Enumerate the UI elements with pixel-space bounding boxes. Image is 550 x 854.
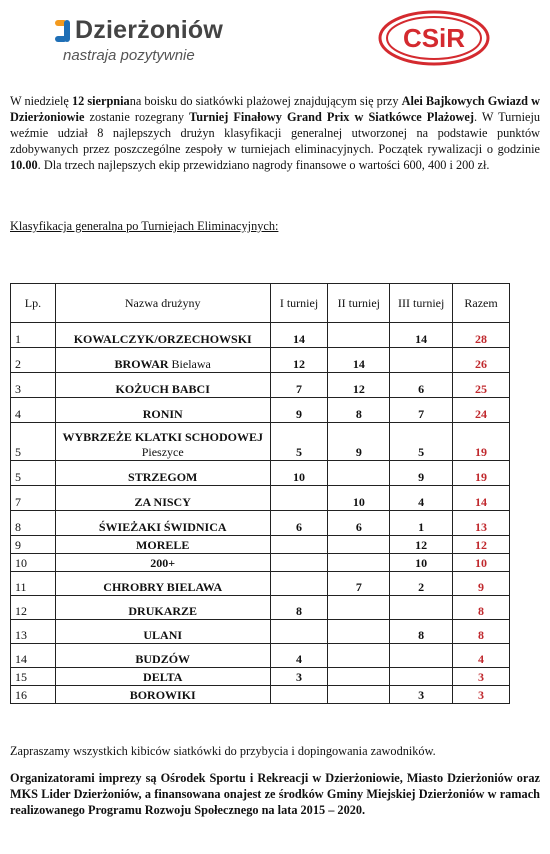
cell-total: 28 bbox=[453, 323, 510, 348]
table-row bbox=[11, 323, 510, 348]
cell-t1: 10 bbox=[270, 461, 328, 486]
cell-lp: 13 bbox=[11, 620, 56, 644]
table-row bbox=[11, 536, 510, 554]
table-row bbox=[11, 554, 510, 572]
cell-t2 bbox=[328, 323, 390, 348]
cell-total: 8 bbox=[453, 620, 510, 644]
event-name: Turniej Finałowy Grand Prix w Siatkówce Plażowej bbox=[189, 110, 474, 124]
header-t2: II turniej bbox=[328, 284, 390, 323]
cell-t1 bbox=[270, 536, 328, 554]
invitation-text: Zapraszamy wszystkich kibiców siatkówki do przybycia i dopingowania zawodników. bbox=[10, 744, 436, 758]
cell-lp: 5 bbox=[11, 461, 56, 486]
cell-total: 19 bbox=[453, 423, 510, 461]
table-row bbox=[11, 644, 510, 668]
cell-team: 200+ bbox=[55, 554, 270, 572]
cell-lp: 15 bbox=[11, 668, 56, 686]
cell-t3: 2 bbox=[390, 572, 453, 596]
cell-t3 bbox=[390, 668, 453, 686]
cell-t1: 8 bbox=[270, 596, 328, 620]
header-lp: Lp. bbox=[11, 284, 56, 323]
cell-t1: 7 bbox=[270, 373, 328, 398]
cell-team: ŚWIEŻAKI ŚWIDNICA bbox=[55, 511, 270, 536]
table-row bbox=[11, 572, 510, 596]
header-total: Razem bbox=[453, 284, 510, 323]
cell-t2 bbox=[328, 644, 390, 668]
cell-total: 26 bbox=[453, 348, 510, 373]
cell-team: ULANI bbox=[55, 620, 270, 644]
cell-t2: 7 bbox=[328, 572, 390, 596]
cell-lp: 2 bbox=[11, 348, 56, 373]
logo-title: Dzierżoniów bbox=[75, 16, 224, 44]
table-row bbox=[11, 373, 510, 398]
cell-team: WYBRZEŻE KLATKI SCHODOWEJ Pieszyce bbox=[55, 423, 270, 461]
cell-t2: 9 bbox=[328, 423, 390, 461]
cell-lp: 9 bbox=[11, 536, 56, 554]
cell-team: RONIN bbox=[55, 398, 270, 423]
cell-t3: 7 bbox=[390, 398, 453, 423]
cell-team: CHROBRY BIELAWA bbox=[55, 572, 270, 596]
cell-t2 bbox=[328, 536, 390, 554]
header-t1: I turniej bbox=[270, 284, 328, 323]
cell-t1: 12 bbox=[270, 348, 328, 373]
cell-t2 bbox=[328, 668, 390, 686]
cell-t1 bbox=[270, 554, 328, 572]
cell-t3: 3 bbox=[390, 686, 453, 704]
cell-team: BROWAR Bielawa bbox=[55, 348, 270, 373]
cell-t3: 9 bbox=[390, 461, 453, 486]
cell-team: BOROWIKI bbox=[55, 686, 270, 704]
cell-t3 bbox=[390, 348, 453, 373]
cell-t1 bbox=[270, 486, 328, 511]
header-t3: III turniej bbox=[390, 284, 453, 323]
cell-t2: 12 bbox=[328, 373, 390, 398]
cell-t3: 12 bbox=[390, 536, 453, 554]
cell-team: DRUKARZE bbox=[55, 596, 270, 620]
cell-t1 bbox=[270, 620, 328, 644]
logo-mark-icon bbox=[55, 18, 73, 46]
cell-total: 14 bbox=[453, 486, 510, 511]
organizers-text: Organizatorami imprezy są Ośrodek Sportu i Rekreacji w Dzierżoniowie, Miasto Dzierżoniów oraz MKS Lider Dzierżoniów, a finansowana onajest ze środków Gminy Miejskiej Dzierżoniów w ramach realizowanego Programu Rozwoju Społecznego na lata 2015 – 2020. bbox=[10, 771, 540, 817]
cell-total: 8 bbox=[453, 596, 510, 620]
cell-t3: 5 bbox=[390, 423, 453, 461]
cell-total: 3 bbox=[453, 668, 510, 686]
header-team: Nazwa drużyny bbox=[55, 284, 270, 323]
cell-total: 4 bbox=[453, 644, 510, 668]
cell-t2 bbox=[328, 620, 390, 644]
table-row bbox=[11, 596, 510, 620]
ranking-heading: Klasyfikacja generalna po Turniejach Eliminacyjnych: bbox=[10, 219, 279, 233]
table-row bbox=[11, 461, 510, 486]
cell-t1: 6 bbox=[270, 511, 328, 536]
cell-lp: 16 bbox=[11, 686, 56, 704]
cell-lp: 11 bbox=[11, 572, 56, 596]
cell-t1: 4 bbox=[270, 644, 328, 668]
cell-team: STRZEGOM bbox=[55, 461, 270, 486]
cell-team: MORELE bbox=[55, 536, 270, 554]
cell-t1: 14 bbox=[270, 323, 328, 348]
cell-t3: 10 bbox=[390, 554, 453, 572]
cell-t1: 5 bbox=[270, 423, 328, 461]
table-row bbox=[11, 686, 510, 704]
cell-t2: 14 bbox=[328, 348, 390, 373]
cell-t3: 8 bbox=[390, 620, 453, 644]
cell-total: 19 bbox=[453, 461, 510, 486]
csir-logo-text: CSiR bbox=[402, 23, 466, 53]
dzierzoniow-logo bbox=[55, 12, 255, 68]
cell-lp: 10 bbox=[11, 554, 56, 572]
cell-team: DELTA bbox=[55, 668, 270, 686]
cell-total: 10 bbox=[453, 554, 510, 572]
cell-lp: 5 bbox=[11, 423, 56, 461]
cell-lp: 1 bbox=[11, 323, 56, 348]
cell-total: 3 bbox=[453, 686, 510, 704]
cell-team: KOŻUCH BABCI bbox=[55, 373, 270, 398]
cell-lp: 3 bbox=[11, 373, 56, 398]
cell-t2: 10 bbox=[328, 486, 390, 511]
table-row bbox=[11, 486, 510, 511]
cell-t1: 9 bbox=[270, 398, 328, 423]
cell-t2: 6 bbox=[328, 511, 390, 536]
cell-t2 bbox=[328, 554, 390, 572]
cell-lp: 4 bbox=[11, 398, 56, 423]
cell-t2 bbox=[328, 461, 390, 486]
cell-t2 bbox=[328, 596, 390, 620]
cell-t3 bbox=[390, 644, 453, 668]
event-date: 12 sierpnia bbox=[71, 94, 130, 108]
table-row bbox=[11, 620, 510, 644]
cell-t1: 3 bbox=[270, 668, 328, 686]
cell-total: 24 bbox=[453, 398, 510, 423]
cell-lp: 8 bbox=[11, 511, 56, 536]
ranking-table bbox=[10, 283, 510, 704]
table-row bbox=[11, 348, 510, 373]
cell-total: 9 bbox=[453, 572, 510, 596]
cell-t3: 6 bbox=[390, 373, 453, 398]
cell-t3: 1 bbox=[390, 511, 453, 536]
logo-tagline: nastraja pozytywnie bbox=[63, 47, 195, 64]
table-row bbox=[11, 423, 510, 461]
cell-lp: 12 bbox=[11, 596, 56, 620]
cell-t3 bbox=[390, 596, 453, 620]
cell-total: 25 bbox=[453, 373, 510, 398]
event-place: Alei Bajkowych Gwiazd w Dzierżoniowie bbox=[10, 94, 540, 124]
cell-total: 13 bbox=[453, 511, 510, 536]
cell-t1 bbox=[270, 572, 328, 596]
cell-lp: 14 bbox=[11, 644, 56, 668]
cell-t3: 4 bbox=[390, 486, 453, 511]
table-row bbox=[11, 511, 510, 536]
csir-logo bbox=[378, 10, 490, 66]
cell-total: 12 bbox=[453, 536, 510, 554]
event-time: 10.00 bbox=[10, 158, 38, 172]
cell-t2: 8 bbox=[328, 398, 390, 423]
table-row bbox=[11, 668, 510, 686]
table-header-row bbox=[11, 284, 510, 323]
intro-paragraph: W niedzielę 12 sierpniana boisku do siatkówki plażowej znajdującym się przy Alei Bajkowych Gwiazd w Dzierżoniowie zostanie rozegrany Turniej Finałowy Grand Prix w Siatkówce Plażowej. W Turnieju weźmie udział 8 najlepszych drużyn klasyfikacji generalnej utworzonej na podstawie punktów zdobywanych przez poszczególne zespoły w turniejach eliminacyjnych. Początek rywalizacji o godzinie 10.00. Dla trzech najlepszych ekip przewidziano nagrody finansowe o wartości 600, 400 i 200 zł. bbox=[10, 94, 541, 172]
cell-team: BUDZÓW bbox=[55, 644, 270, 668]
cell-team: KOWALCZYK/ORZECHOWSKI bbox=[55, 323, 270, 348]
cell-lp: 7 bbox=[11, 486, 56, 511]
cell-t1 bbox=[270, 686, 328, 704]
cell-t3: 14 bbox=[390, 323, 453, 348]
table-row bbox=[11, 398, 510, 423]
cell-t2 bbox=[328, 686, 390, 704]
cell-team: ZA NISCY bbox=[55, 486, 270, 511]
